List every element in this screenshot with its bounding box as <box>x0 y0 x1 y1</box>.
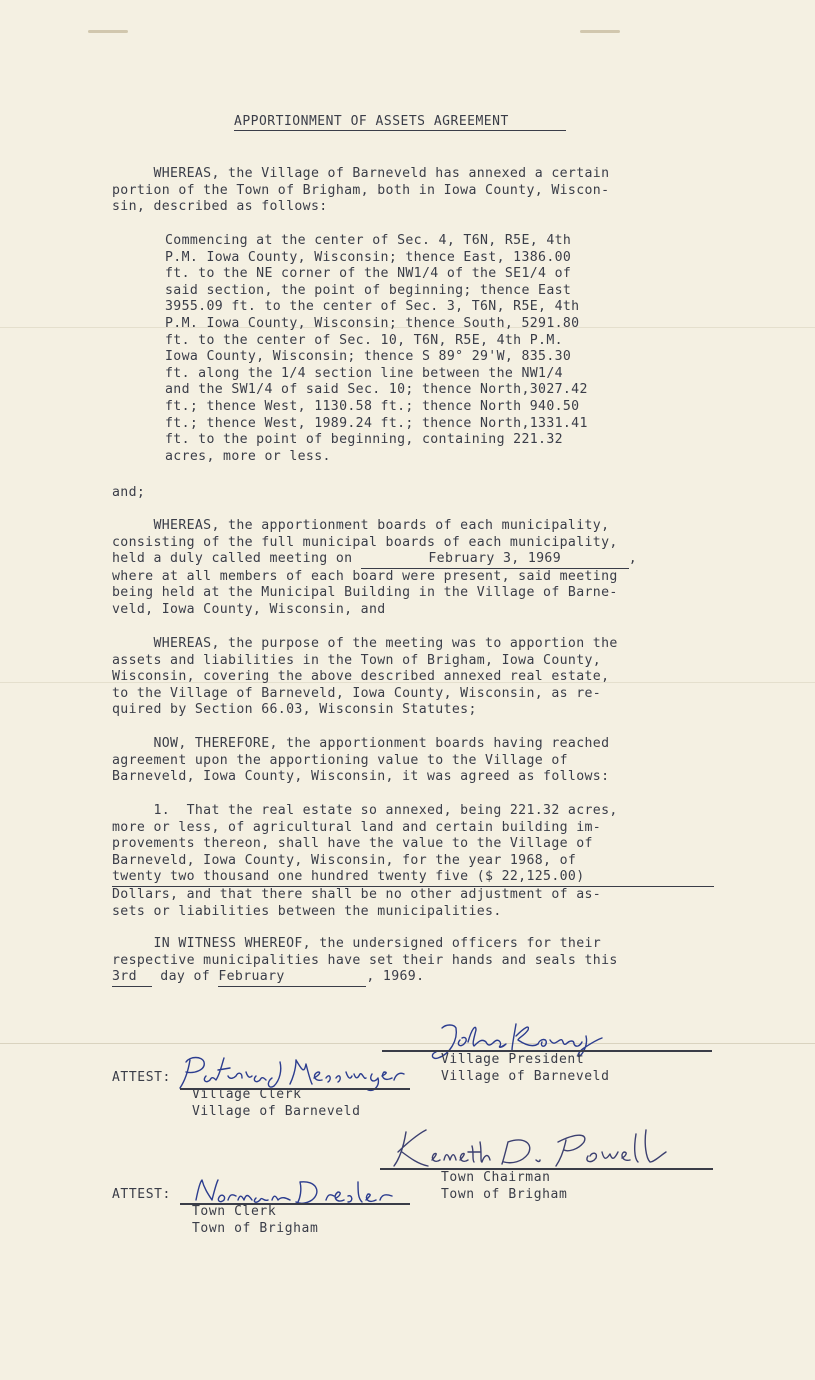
paragraph-line: , <box>628 551 637 567</box>
paragraph-line: veld, Iowa County, Wisconsin, and <box>112 601 386 617</box>
paragraph-line: held a duly called meeting on <box>112 551 361 567</box>
paragraph-line: WHEREAS, the apportionment boards of each municipality, <box>112 518 610 533</box>
attest-label-town: ATTEST: <box>112 1187 171 1202</box>
paper-mark <box>580 30 620 33</box>
amount-in-words-field: twenty two thousand one hundred twenty five ($ 22,125.00) <box>112 869 714 887</box>
item-1-text: 1. That the real estate so annexed, being 221.32 acres, more or less, of agricultural land and certain building im- provements thereon, shall have the value to the Village of Barneveld, Iowa County, Wisconsin, for the year 1968, of <box>112 803 618 868</box>
now-therefore-paragraph: NOW, THEREFORE, the apportionment boards having reached agreement upon the apportioning value to the Village of Barneveld, Iowa County, Wisconsin, it was agreed as follows: <box>112 736 610 785</box>
witness-text: day of <box>152 969 219 985</box>
town-clerk-title: Town Clerk <box>192 1204 277 1219</box>
town-chairman-entity: Town of Brigham <box>441 1187 568 1202</box>
witness-line: IN WITNESS WHEREOF, the undersigned officers for their <box>112 936 602 951</box>
town-chairman-signature <box>388 1122 688 1172</box>
meeting-date-field: February 3, 1969 <box>361 551 629 569</box>
legal-description: Commencing at the center of Sec. 4, T6N, R5E, 4th P.M. Iowa County, Wisconsin; thence East, 1386.00 ft. to the NE corner of the NW1/4 of the SE1/4 of said section, the point of beginning; thence East 3955.09 ft. to the center of Sec. 3, T6N, R5E, 4th P.M. Iowa County, Wisconsin; thence South, 5291.80 ft. to the center of Sec. 10, T6N, R5E, 4th P.M. Iowa County, Wisconsin; thence S 89° 29'W, 835.30 ft. along the 1/4 section line between the NW1/4 and the SW1/4 of said Sec. 10; thence North,3027.42 ft.; thence West, 1130.58 ft.; thence North 940.50 ft.; thence West, 1989.24 ft.; thence North,1331.41 ft. to the point of beginning, containing 221.32 acres, more or less. <box>165 233 588 464</box>
town-chairman-title: Town Chairman <box>441 1170 551 1185</box>
paragraph-line: where at all members of each board were present, said meeting <box>112 568 618 584</box>
village-president-entity: Village of Barneveld <box>441 1069 610 1084</box>
whereas-purpose-paragraph: WHEREAS, the purpose of the meeting was to apportion the assets and liabilities in the Town of Brigham, Iowa County, Wisconsin, covering the above described annexed real estate, to the Village of Barneveld, Iowa County, Wisconsin, as re- quired by Section 66.03, Wisconsin Statutes; <box>112 636 618 718</box>
paper-fold <box>0 1043 815 1044</box>
and-text: and; <box>112 485 146 500</box>
month-field: February <box>218 969 366 987</box>
day-field: 3rd <box>112 969 152 987</box>
document-title: APPORTIONMENT OF ASSETS AGREEMENT <box>234 114 566 131</box>
town-clerk-entity: Town of Brigham <box>192 1221 319 1236</box>
village-clerk-entity: Village of Barneveld <box>192 1104 361 1119</box>
item-1-paragraph <box>112 803 714 920</box>
village-clerk-title: Village Clerk <box>192 1087 302 1102</box>
witness-line: respective municipalities have set their hands and seals this <box>112 952 618 968</box>
witness-text: , 1969. <box>366 969 425 985</box>
paper-mark <box>88 30 128 33</box>
witness-paragraph <box>112 936 618 987</box>
village-president-title: Village President <box>441 1052 585 1067</box>
whereas-meeting-paragraph <box>112 518 637 619</box>
whereas-annexation-paragraph: WHEREAS, the Village of Barneveld has annexed a certain portion of the Town of Brigham, both in Iowa County, Wiscon- sin, described as follows: <box>112 166 610 215</box>
paragraph-line: consisting of the full municipal boards of each municipality, <box>112 534 618 550</box>
item-1-tail: Dollars, and that there shall be no other adjustment of as- sets or liabilities between the municipalities. <box>112 886 602 919</box>
attest-label-village: ATTEST: <box>112 1070 171 1085</box>
paragraph-line: being held at the Municipal Building in the Village of Barne- <box>112 585 618 601</box>
